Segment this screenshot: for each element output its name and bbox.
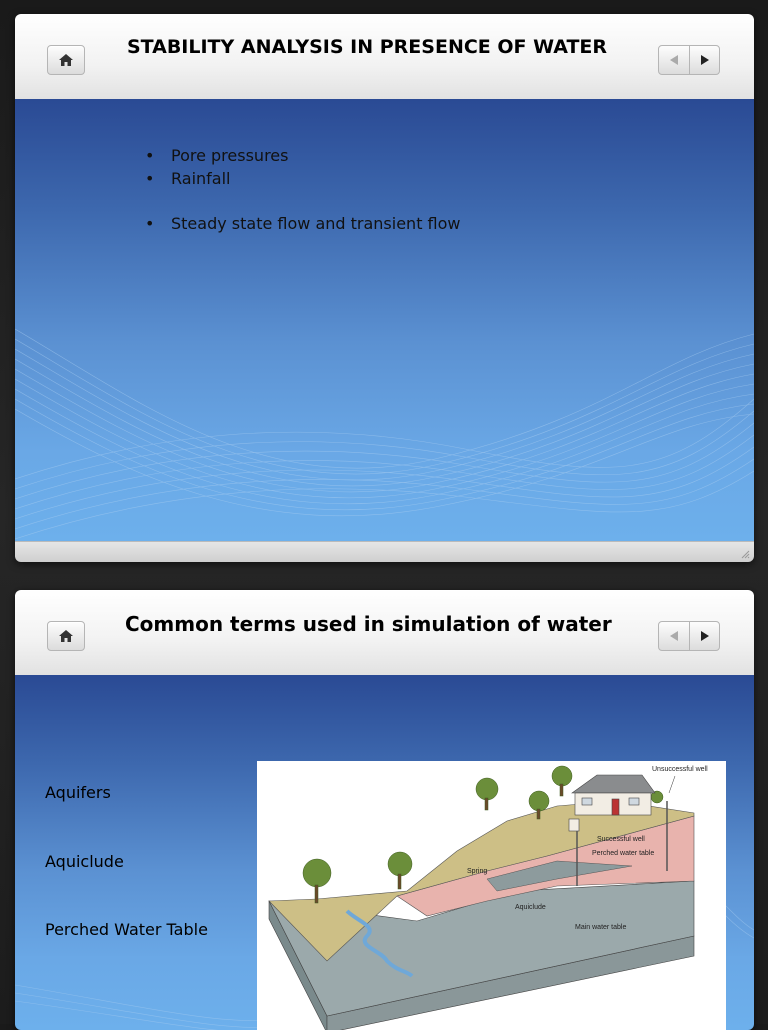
slide-1 <box>15 14 754 562</box>
label-successful-well: Successful well <box>597 836 645 843</box>
groundwater-diagram <box>257 761 726 1030</box>
label-perched-water-table: Perched water table <box>592 850 655 857</box>
bullet-item: • Pore pressures <box>145 144 461 167</box>
slide-body <box>15 99 754 542</box>
home-button[interactable] <box>47 45 85 75</box>
resize-grip-icon[interactable] <box>740 549 750 559</box>
label-spring: Spring <box>467 868 488 875</box>
slide-header <box>15 590 754 676</box>
term-aquiclude: Aquiclude <box>45 852 124 871</box>
groundwater-illustration <box>257 761 726 1030</box>
home-icon <box>58 53 74 67</box>
slide-2 <box>15 590 754 1030</box>
label-aquiclude: Aquiclude <box>515 904 546 911</box>
next-button[interactable] <box>689 622 720 650</box>
triangle-left-icon <box>669 54 679 66</box>
slide-title: STABILITY ANALYSIS IN PRESENCE OF WATER <box>126 36 608 58</box>
previous-button[interactable] <box>659 46 689 74</box>
term-perched-water-table: Perched Water Table <box>45 920 208 939</box>
slide-navigation <box>658 621 720 651</box>
label-unsuccessful-well: Unsuccessful well <box>652 766 708 773</box>
previous-button[interactable] <box>659 622 689 650</box>
slide-navigation <box>658 45 720 75</box>
term-aquifers: Aquifers <box>45 783 111 802</box>
triangle-left-icon <box>669 630 679 642</box>
bullet-item: • Steady state flow and transient flow <box>145 212 461 235</box>
home-button[interactable] <box>47 621 85 651</box>
slide-title: Common terms used in simulation of water <box>125 612 612 636</box>
slide-body <box>15 675 754 1030</box>
slide-header <box>15 14 754 100</box>
triangle-right-icon <box>700 630 710 642</box>
home-icon <box>58 629 74 643</box>
label-main-water-table: Main water table <box>575 924 627 931</box>
bullet-list <box>145 144 461 235</box>
triangle-right-icon <box>700 54 710 66</box>
slide-footer <box>15 541 754 562</box>
bullet-item: • Rainfall <box>145 167 461 190</box>
next-button[interactable] <box>689 46 720 74</box>
